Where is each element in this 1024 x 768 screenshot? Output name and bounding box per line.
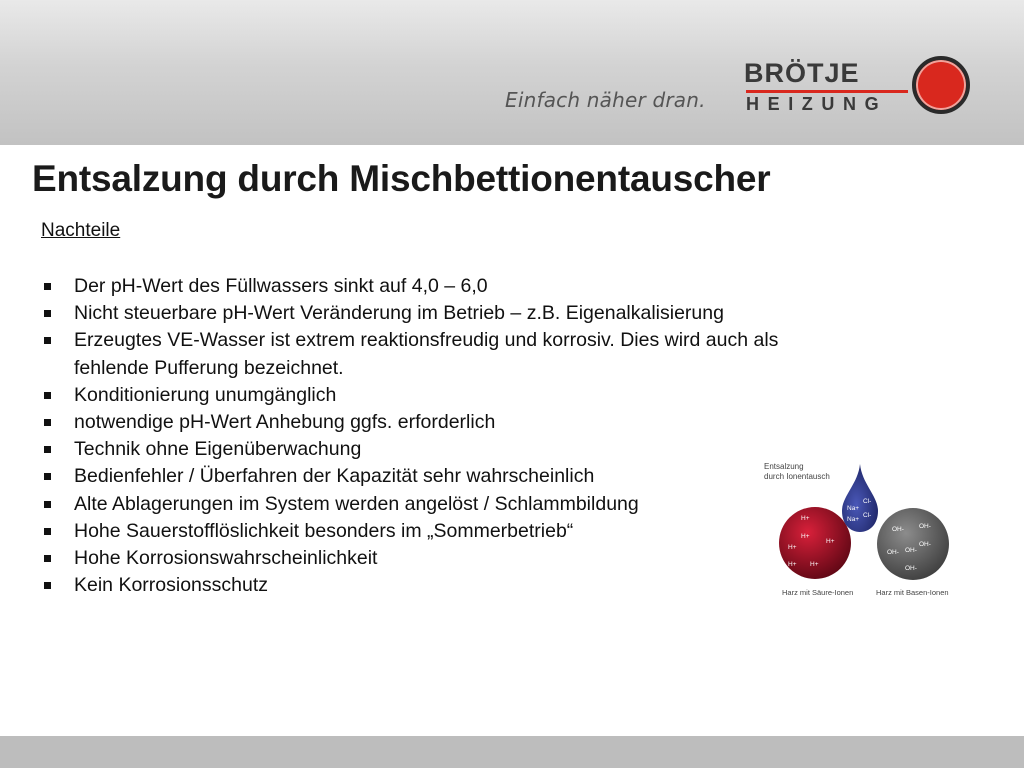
- footer-bar: [0, 736, 1024, 768]
- base-ion-label: OH-: [905, 565, 917, 572]
- acid-ion-label: H+: [788, 561, 797, 568]
- drop-ion-label: Cl-: [863, 512, 872, 519]
- acid-ion-label: H+: [826, 538, 835, 545]
- bullet-item: Der pH-Wert des Füllwassers sinkt auf 4,0 – 6,0: [41, 273, 781, 300]
- bullet-item: notwendige pH-Wert Anhebung ggfs. erforderlich: [41, 409, 781, 436]
- acid-resin-sphere: [779, 507, 851, 579]
- logo-wordmark-bottom: HEIZUNG: [746, 94, 888, 114]
- broetje-logo: [744, 54, 970, 114]
- base-ion-label: OH-: [919, 541, 931, 548]
- acid-ion-label: H+: [810, 561, 819, 568]
- bullet-item: Erzeugtes VE-Wasser ist extrem reaktionsfreudig und korrosiv. Dies wird auch als fehlende Pufferung bezeichnet.: [41, 327, 781, 381]
- acid-resin-label: Harz mit Säure-Ionen: [782, 588, 854, 597]
- drop-ion-label: Cl-: [863, 498, 872, 505]
- bullet-item: Hohe Korrosionswahrscheinlichkeit: [41, 545, 781, 572]
- base-ion-label: OH-: [892, 526, 904, 533]
- diagram-caption-line1: Entsalzung: [764, 462, 804, 471]
- bullet-item: Kein Korrosionsschutz: [41, 572, 781, 599]
- header-banner: [0, 0, 1024, 145]
- base-resin-label: Harz mit Basen-Ionen: [876, 588, 949, 597]
- section-subheading: Nachteile: [41, 220, 121, 241]
- logo-red-bar: [746, 90, 908, 93]
- acid-ion-label: H+: [801, 533, 810, 540]
- bullet-item: Hohe Sauerstofflöslichkeit besonders im „Sommerbetrieb“: [41, 518, 781, 545]
- diagram-graphic: [760, 458, 960, 603]
- base-ion-label: OH-: [919, 523, 931, 530]
- drop-ion-label: Na+: [847, 505, 860, 512]
- bullet-item: Alte Ablagerungen im System werden angelöst / Schlammbildung: [41, 491, 781, 518]
- base-ion-label: OH-: [887, 549, 899, 556]
- bullet-item: Bedienfehler / Überfahren der Kapazität sehr wahrscheinlich: [41, 463, 781, 490]
- ion-exchange-diagram: [760, 458, 960, 603]
- acid-ion-label: H+: [788, 544, 797, 551]
- base-ion-label: OH-: [905, 547, 917, 554]
- acid-ion-label: H+: [801, 515, 810, 522]
- bullet-item: Nicht steuerbare pH-Wert Veränderung im Betrieb – z.B. Eigenalkalisierung: [41, 300, 781, 327]
- bullet-list: [41, 273, 781, 599]
- tagline: Einfach näher dran.: [505, 88, 706, 112]
- logo-wordmark-top: BRÖTJE: [744, 58, 860, 88]
- diagram-caption-line2: durch Ionentausch: [764, 472, 830, 481]
- bullet-item: Technik ohne Eigenüberwachung: [41, 436, 781, 463]
- bullet-item: Konditionierung unumgänglich: [41, 382, 781, 409]
- logo-circle-icon: [912, 56, 970, 114]
- drop-ion-label: Na+: [847, 516, 860, 523]
- slide-title: Entsalzung durch Mischbettionentauscher: [32, 158, 771, 199]
